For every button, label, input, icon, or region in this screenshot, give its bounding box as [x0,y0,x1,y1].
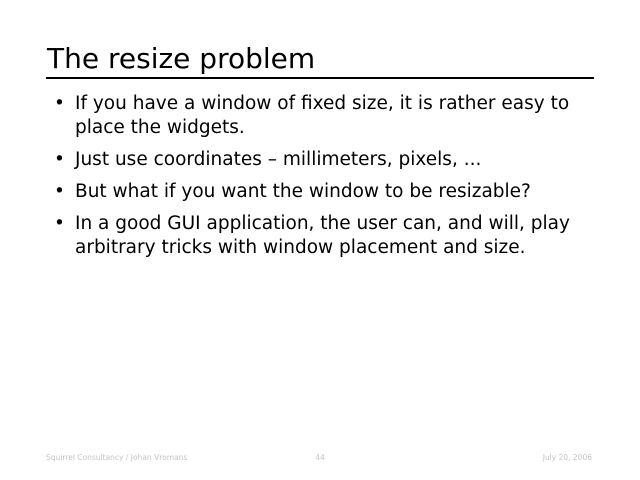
bullet-marker: • [54,213,65,234]
bullet-marker: • [54,181,65,202]
title-underline [46,77,594,79]
bullet-text: If you have a window of fixed size, it is rather easy to place the widgets. [75,93,570,138]
footer-page-number: 44 [315,453,325,462]
bullet-text: In a good GUI application, the user can, and will, play arbitrary tricks with window placement and size. [75,213,570,258]
bullet-marker: • [54,149,65,170]
bullet-item [54,148,614,172]
slide-title: The resize problem [47,42,316,75]
footer-date: July 20, 2006 [542,453,592,462]
bullet-item [54,92,614,140]
bullet-marker: • [54,93,65,114]
footer-author: Squirrel Consultancy / Johan Vromans [46,453,188,462]
bullet-text: But what if you want the window to be resizable? [75,181,531,202]
bullet-list [54,92,614,268]
bullet-item [54,212,614,260]
bullet-item [54,180,614,204]
bullet-text: Just use coordinates – millimeters, pixels, ... [75,149,482,170]
